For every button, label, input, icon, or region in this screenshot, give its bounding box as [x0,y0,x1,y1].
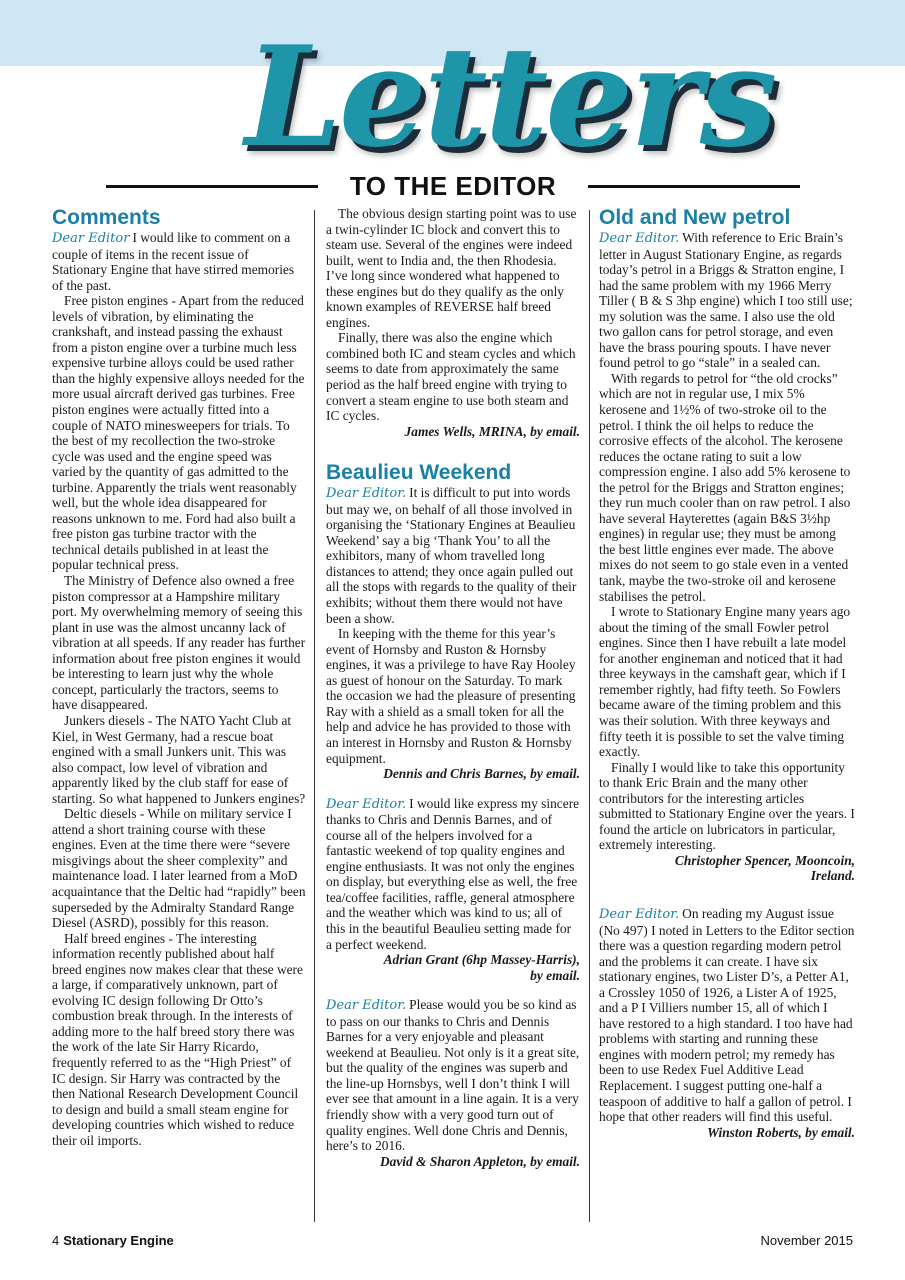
column-1 [52,206,306,1148]
letter-paragraph: Free piston engines - Apart from the reduced levels of vibration, by eliminating the crankshaft, and instead passing the exhaust from a piston engine over a turbine much less expensive turbine alloys could be used rather than the highly expensive alloys needed for the more usual aircraft derived gas turbines. Free piston engines were actually fitted into a couple of NATO minesweepers for trials. To the best of my recollection the two-stroke cycle was used and the engine speed was varied by the quantity of gas admitted to the turbine. Apparently the trials went reasonably well, but the whole idea disappeared for reasons unknown to me. Ford had also built a free piston gas turbine tractor with the technical details published in at least the popular technical press. [52,293,305,573]
letter-paragraph: Half breed engines - The interesting information recently published about half breed engines now makes clear that these were a large, if comparatively unknown, part of evolving IC design following Dr Otto’s combustion break through. In the interests of adding more to the half breed story there was the work of the late Sir Harry Ricardo, frequently referred to as the “High Priest” of IC design. Sir Harry was contracted by the then National Research Development Council to design and build a small steam engine for developing countries which wished to reduce their oil imports. [52,930,303,1148]
masthead [0,0,905,200]
subtitle-rule-left [106,185,318,188]
letter-paragraph: Dear Editor I would like to comment on a couple of items in the recent issue of Stationary Engine that have stirred memories of the past. [52,230,295,293]
letter-paragraph: Dear Editor. It is difficult to put into words but may we, on behalf of all those involved in organising the ‘Stationary Engines at Beaulieu Weekend’ say a big ‘Thank You’ to all the exhibitors, many of whom travelled long distances to attend; they once again pulled out all the stops with regards to the quality of their exhibits; without them there would not have been a show. [326,485,577,626]
letter-paragraph: Finally I would like to take this opportunity to thank Eric Brain and the many other contributors for the interesting articles submitted to Stationary Engine over the years. I found the article on lubricators in particular, extremely interesting. [599,759,855,853]
letter-signature: Dennis and Chris Barnes, by email. [383,766,580,782]
issue-date: November 2015 [760,1233,853,1248]
letter-paragraph: Junkers diesels - The NATO Yacht Club at Kiel, in West Germany, had a rescue boat engined with a small Junkers unit. This was also compact, low level of vibration and apparently liked by the club staff for ease of starting. So what happened to Junkers engines? [52,712,306,806]
column-3 [599,206,855,1140]
letter-signature: by email. [530,967,580,983]
letter-signature: Ireland. [810,868,855,884]
section-heading-comments: Comments [52,206,161,229]
letter-signature: Winston Roberts, by email. [707,1124,855,1140]
letter-signature: Adrian Grant (6hp Massey-Harris), [383,952,580,968]
salutation: Dear Editor. [326,796,407,812]
page-number: 4 [52,1233,60,1248]
column-divider [314,210,315,1222]
letter-paragraph: The obvious design starting point was to use a twin-cylinder IC block and convert this to steam use. Several of the engines were indeed built, went to India and, the then Rhodesia. I’ve long since wondered what happened to these engines but do they qualify as the only known examples of REVERSE half breed engines. [326,206,577,330]
masthead-title: Letters [245,15,775,178]
letter-paragraph: Deltic diesels - While on military service I attend a short training course with these engines. Even at the time there were “severe misgivings about the sheer complexity” and maintenance load. I later learned from a MoD acquaintance that the Deltic had “rapidly” been superseded by the Admiralty Standard Range Diesel (ASRD), possibly for this reason. [52,806,306,931]
column-2 [326,206,580,1169]
salutation: Dear Editor. [599,906,680,922]
publication-name: Stationary Engine [63,1233,174,1248]
section-heading-beaulieu: Beaulieu Weekend [326,461,512,485]
letter-paragraph: The Ministry of Defence also owned a free piston compressor at a Hampshire military port. My overwhelming memory of seeing this plant in use was the almost uncanny lack of vibration at all speeds. If any reader has further information about free piston engines it would be interesting to learn just why the whole concept, particularly the tractors, seems to have disappeared. [52,573,306,713]
salutation: Dear Editor. [326,486,407,502]
column-divider [589,210,590,1222]
masthead-subtitle: TO THE EDITOR [349,171,557,201]
letter-paragraph: I wrote to Stationary Engine many years ago about the timing of the small Fowler petrol engines. Since then I have rebuilt a late model for another engineman and noticed that it had three keyways in the camshaft gear, which if I remember rightly, had fifty teeth. So Fowlers became aware of the timing problem and this was their solution. With three keyways and fifty teeth it is possible to set the valve timing exactly. [599,604,851,760]
letter-paragraph: In keeping with the theme for this year’s event of Hornsby and Ruston & Hornsby engines, it was a privilege to have Ray Hooley as guest of honour on the Saturday. To mark the occasion we had the pleasure of presenting Ray with a shield as a small token for all the help and advice he has provided to those with an interest in Hornsby and Ruston & Hornsby equipment. [326,626,576,766]
letter-signature: Christopher Spencer, Mooncoin, [674,852,855,868]
subtitle-row [106,172,800,200]
letter-paragraph: Dear Editor. With reference to Eric Brain’s letter in August Stationary Engine, as regards today’s petrol in a Briggs & Stratton engine, I had the same problem with my 1966 Merry Tiller ( B & S 3hp engine) which I too still use; my solution was the same. I also use the old two gallon cans for petrol storage, and even have the brass pouring spouts. I have never found petrol to go “stale” in a sealed can. [599,230,853,371]
letter-paragraph: With regards to petrol for “the old crocks” which are not in regular use, I mix 5% kerosene and 1½% of two-stroke oil to the petrol. I think the oil helps to reduce the corrosive effects of the alcohol. The kerosene reduces the octane rating to suit a low compression engine. I also add 5% kerosene to the petrol for the Briggs and Stratton engines; they run much cooler than on raw petrol. I also have several Hayterettes (again B&S 3½hp engines) in regular use; they must be among the best little engines ever made. The above mixes do not seem to go stale even in a vented tank, maybe the two-stroke oil and kerosene stabilises the petrol. [599,370,851,604]
salutation: Dear Editor. [599,231,680,246]
section-heading-petrol: Old and New petrol [599,206,791,229]
salutation: Dear Editor [52,231,130,246]
footer-left [52,1233,174,1248]
letter-signature: James Wells, MRINA, by email. [404,423,580,439]
letter-paragraph: Dear Editor. On reading my August issue (No 497) I noted in Letters to the Editor section there was a question regarding modern petrol and the problems it can create. I have six stationary engines, two Lister D’s, a Petter A1, a Crossley 1050 of 1926, a Lister A of 1925, and a P I Villiers number 15, all of which I have restored to a high standard. I too have had problems with starting and running these engines with modern petrol; my remedy has been to use Redex Fuel Additive Lead Replacement. I suggest putting one-half a teaspoon of additive to half a gallon of petrol. I hope that other readers will find this useful. [599,905,855,1125]
salutation: Dear Editor. [326,998,407,1014]
letter-paragraph: Finally, there was also the engine which combined both IC and steam cycles and which seems to date from approximately the same period as the half breed engine with trying to convert a steam engine to use both steam and IC cycles. [326,330,576,424]
letter-signature: David & Sharon Appleton, by email. [379,1153,580,1169]
subtitle-rule-right [588,185,800,188]
letter-paragraph: Dear Editor. Please would you be so kind as to pass on our thanks to Chris and Dennis Barnes for a very enjoyable and pleasant weekend at Beaulieu. Not only is it a great site, but the quality of the engines was superb and the line-up Hornsbys, well I don’t think I will ever see that amount in a line again. It is a very friendly show with a very good turn out of quality engines. Well done Chris and Dennis, here’s to 2016. [326,997,580,1154]
letter-paragraph: Dear Editor. I would like express my sincere thanks to Chris and Dennis Barnes, and of course all of the helpers involved for a fantastic weekend of top quality engines and engine enthusiasts. It was not only the engines on display, but everything else as well, the free tea/coffee facilities, raffle, general atmosphere and the weather which was kind to us; all of this in the beautiful Beaulieu setting made for a perfect weekend. [326,795,580,952]
